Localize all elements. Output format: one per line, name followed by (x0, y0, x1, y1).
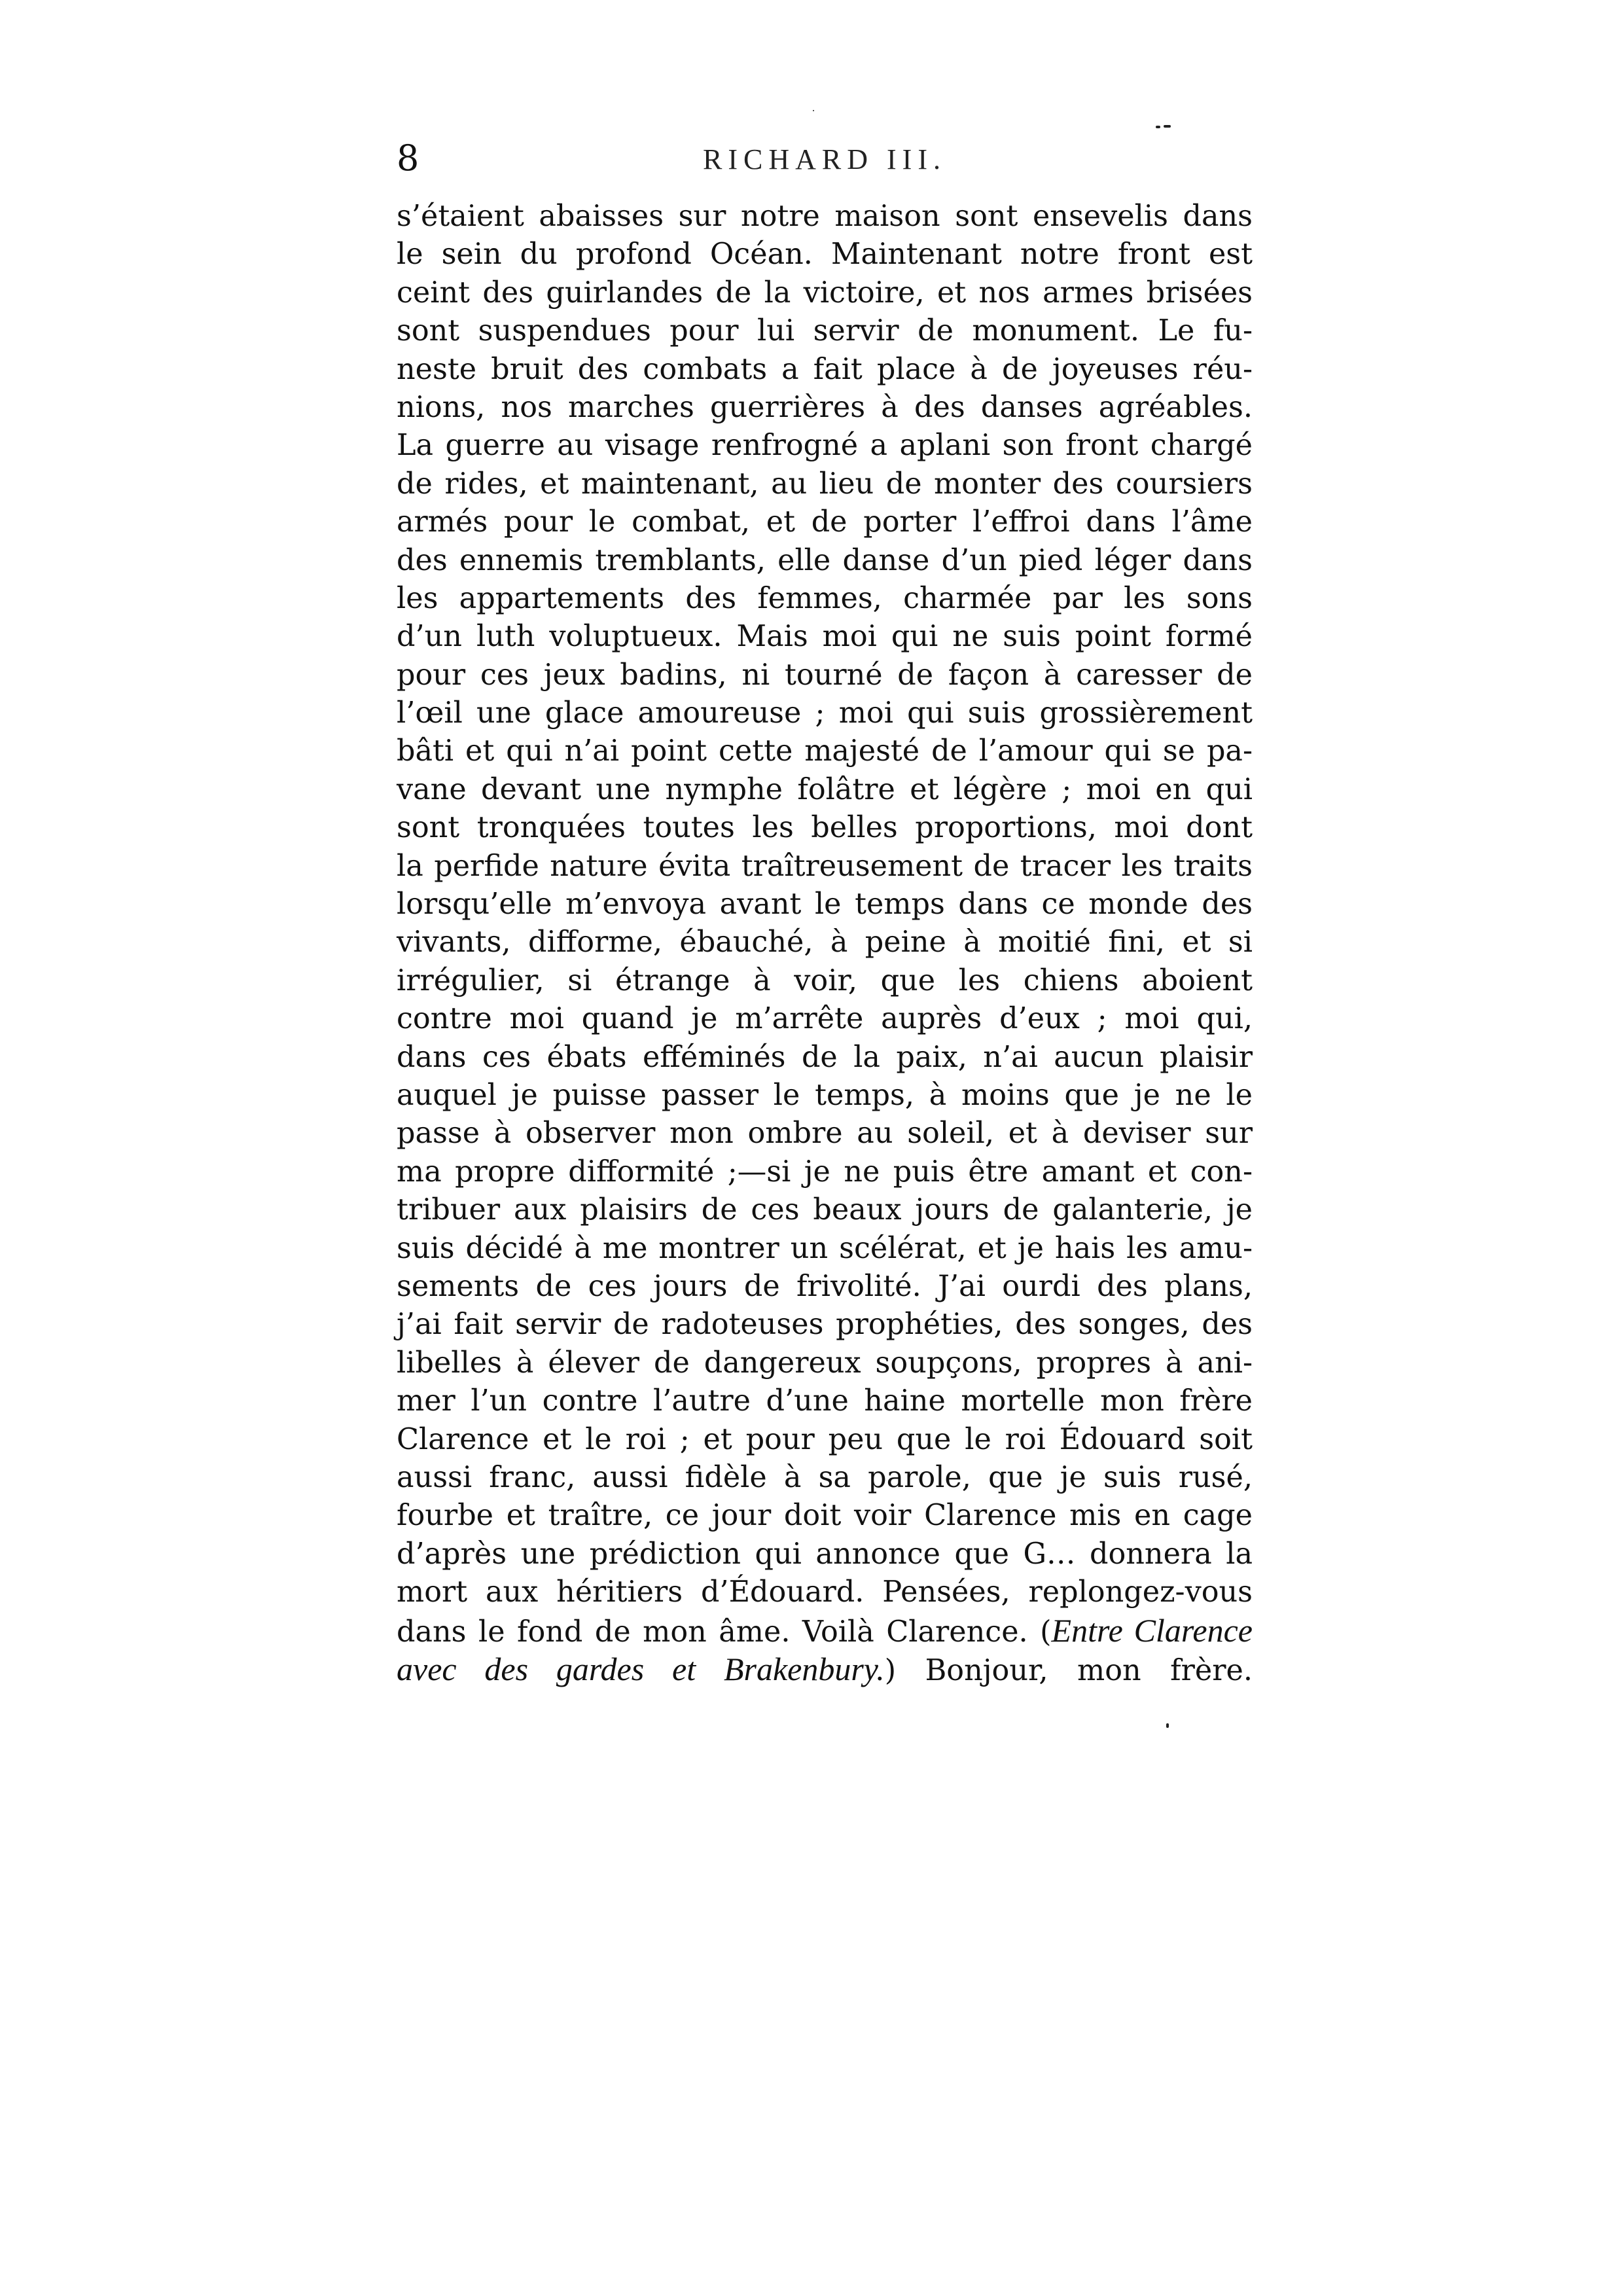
text-line-38 (397, 1611, 1253, 1649)
text-line-5: neste bruit des combats a fait place à de joyeuses réu- (397, 352, 1253, 386)
scan-speck (1164, 125, 1171, 128)
text-line-33: Clarence et le roi ; et pour peu que le roi Édouard soit (397, 1422, 1253, 1456)
stage-direction-part-2: avec des gardes et Brakenbury. (397, 1650, 885, 1687)
text-line-3: ceint des guirlandes de la victoire, et nos armes brisées (397, 276, 1253, 310)
text-line-36: d’après une prédiction qui annonce que G… donnera la (397, 1537, 1253, 1571)
text-line-20: vivants, difforme, ébauché, à peine à moitié fini, et si (397, 925, 1253, 960)
text-line-10: des ennemis tremblants, elle danse d’un pied léger dans (397, 543, 1253, 577)
text-line-11: les appartements des femmes, charmée par les sons (397, 581, 1253, 615)
text-line-34: aussi franc, aussi fidèle à sa parole, que je suis rusé, (397, 1460, 1253, 1494)
text-line-37: mort aux héritiers d’Édouard. Pensées, replongez-vous (397, 1575, 1253, 1609)
text-line-23: dans ces ébats efféminés de la paix, n’ai aucun plaisir (397, 1040, 1253, 1074)
scan-speck (813, 110, 814, 111)
text-line-14: l’œil une glace amoureuse ; moi qui suis grossièrement (397, 696, 1253, 730)
text-line-17: sont tronquées toutes les belles proportions, moi dont (397, 811, 1253, 845)
text-line-16: vane devant une nymphe folâtre et légère ; moi en qui (397, 772, 1253, 806)
text-line-8: de rides, et maintenant, au lieu de monter des coursiers (397, 467, 1253, 501)
text-line-26: ma propre difformité ;—si je ne puis être amant et con- (397, 1155, 1253, 1189)
text-line-2: le sein du profond Océan. Maintenant notre front est (397, 238, 1253, 272)
text-line-7: La guerre au visage renfrogné a aplani son front chargé (397, 429, 1253, 463)
text-line-15: bâti et qui n’ai point cette majesté de l’amour qui se pa- (397, 734, 1253, 768)
text-line-4: sont suspendues pour lui servir de monument. Le fu- (397, 314, 1253, 348)
text-line-32: mer l’un contre l’autre d’une haine mortelle mon frère (397, 1384, 1253, 1418)
line-38-roman: dans le fond de mon âme. Voilà Clarence. ( (397, 1615, 1052, 1649)
text-line-9: armés pour le combat, et de porter l’effroi dans l’âme (397, 505, 1253, 539)
scan-speck (1156, 126, 1160, 128)
body-text (397, 198, 1253, 1688)
text-line-22: contre moi quand je m’arrête auprès d’eux ; moi qui, (397, 1002, 1253, 1036)
scan-speck (1166, 1723, 1169, 1728)
running-title: RICHARD III. (703, 143, 946, 175)
text-line-25: passe à observer mon ombre au soleil, et à deviser sur (397, 1117, 1253, 1151)
text-line-31: libelles à élever de dangereux soupçons, propres à ani- (397, 1346, 1253, 1380)
text-line-29: sements de ces jours de frivolité. J’ai ourdi des plans, (397, 1269, 1253, 1303)
text-line-1: s’étaient abaisses sur notre maison sont ensevelis dans (397, 200, 1253, 233)
text-line-35: fourbe et traître, ce jour doit voir Clarence mis en cage (397, 1499, 1253, 1533)
text-line-19: lorsqu’elle m’envoya avant le temps dans ce monde des (397, 888, 1253, 922)
line-39-roman: ) Bonjour, mon frère. (884, 1653, 1253, 1687)
stage-direction-part-1: Entre Clarence (1051, 1612, 1253, 1649)
text-line-30: j’ai fait servir de radoteuses prophéties, des songes, des (397, 1308, 1253, 1342)
text-line-6: nions, nos marches guerrières à des danses agréables. (397, 390, 1253, 424)
text-line-39 (397, 1650, 1253, 1688)
text-line-28: suis décidé à me montrer un scélérat, et je hais les amu- (397, 1231, 1253, 1265)
running-head (397, 139, 1253, 178)
text-line-18: la perfide nature évita traîtreusement de tracer les traits (397, 849, 1253, 883)
text-line-27: tribuer aux plaisirs de ces beaux jours de galanterie, je (397, 1193, 1253, 1227)
text-line-13: pour ces jeux badins, ni tourné de façon à caresser de (397, 658, 1253, 692)
text-line-21: irrégulier, si étrange à voir, que les chiens aboient (397, 963, 1253, 997)
text-line-12: d’un luth voluptueux. Mais moi qui ne suis point formé (397, 620, 1253, 654)
text-line-24: auquel je puisse passer le temps, à moins que je ne le (397, 1078, 1253, 1112)
page-number: 8 (397, 137, 419, 179)
